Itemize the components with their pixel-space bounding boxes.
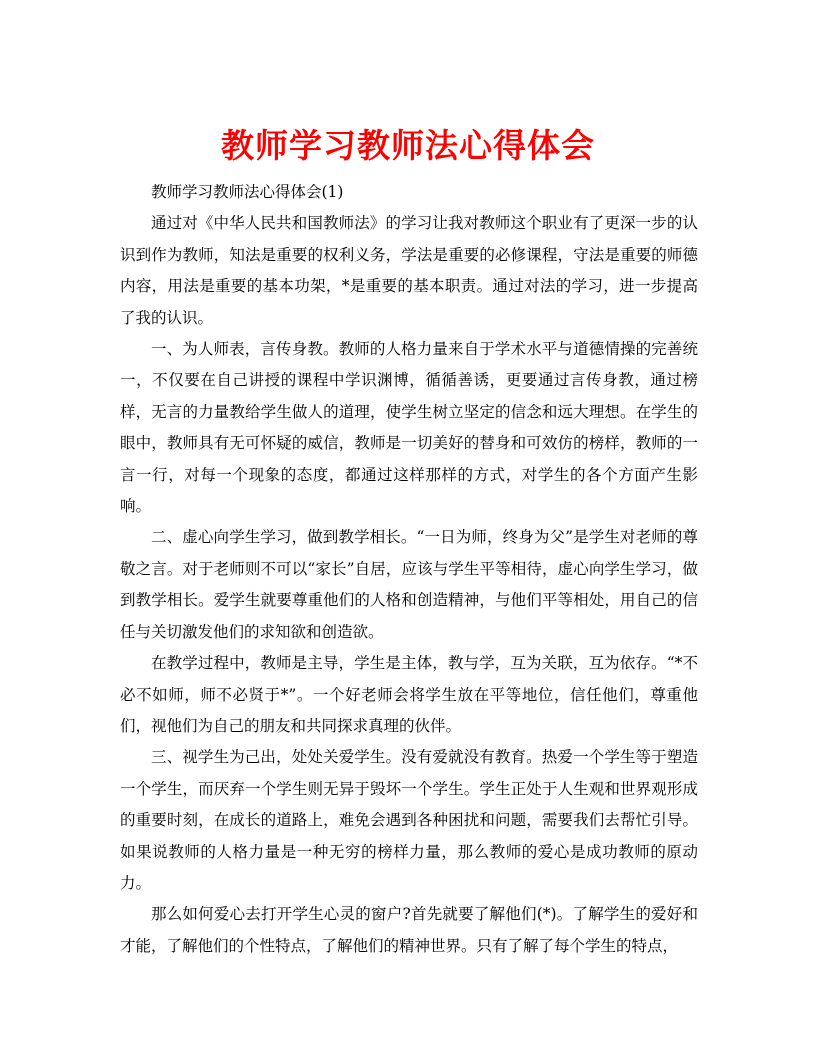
paragraph-subtitle: 教师学习教师法心得体会(1) xyxy=(151,183,344,201)
paragraph-section-one: 一、为人师表，言传身教。教师的人格力量来自于学术水平与道德情操的完善统一，不仅要在自己讲授的课程中学识渊博，循循善诱，更要通过言传身教，通过榜样，无言的力量教给学生做人的道理，使学生树立坚定的信念和远大理想。在学生的眼中，教师具有无可怀疑的威信，教师是一切美好的替身和可效仿的榜样，教师的一言一行，对每一个现象的态度，都通过这样那样的方式，对学生的各个方面产生影响。 xyxy=(120,340,698,516)
paragraph-section-three: 三、视学生为己出，处处关爱学生。没有爱就没有教育。热爱一个学生等于塑造一个学生，而厌弃一个学生则无异于毁坏一个学生。学生正处于人生观和世界观形成的重要时刻，在成长的道路上，难免会遇到各种困扰和问题，需要我们去帮忙引导。如果说教师的人格力量是一种无穷的榜样力量，那么教师的爱心是成功教师的原动力。 xyxy=(120,748,698,892)
paragraph-understanding-students: 那么如何爱心去打开学生心灵的窗户?首先就要了解他们(*)。了解学生的爱好和才能，了解他们的个性特点，了解他们的精神世界。只有了解了每个学生的特点， xyxy=(120,905,698,955)
paragraph-section-two: 二、虚心向学生学习，做到教学相长。“一日为师，终身为父”是学生对老师的尊敬之言。对于老师则不可以“家长”自居，应该与学生平等相待，虚心向学生学习，做到教学相长。爱学生就要尊重他们的人格和创造精神，与他们平等相处，用自己的信任与关切激发他们的求知欲和创造欲。 xyxy=(120,528,698,641)
paragraph-teaching-process: 在教学过程中，教师是主导，学生是主体，教与学，互为关联，互为依存。“*不必不如师，师不必贤于*”。一个好老师会将学生放在平等地位，信任他们，尊重他们，视他们为自己的朋友和共同探求真理的伙伴。 xyxy=(120,654,698,735)
paragraph-intro: 通过对《中华人民共和国教师法》的学习让我对教师这个职业有了更深一步的认识到作为教师，知法是重要的权利义务，学法是重要的必修课程，守法是重要的师德内容，用法是重要的基本功架，*是重要的基本职责。通过对法的学习，进一步提高了我的认识。 xyxy=(120,214,698,327)
document-body xyxy=(120,177,698,962)
document-title: 教师学习教师法心得体会 xyxy=(221,126,595,166)
